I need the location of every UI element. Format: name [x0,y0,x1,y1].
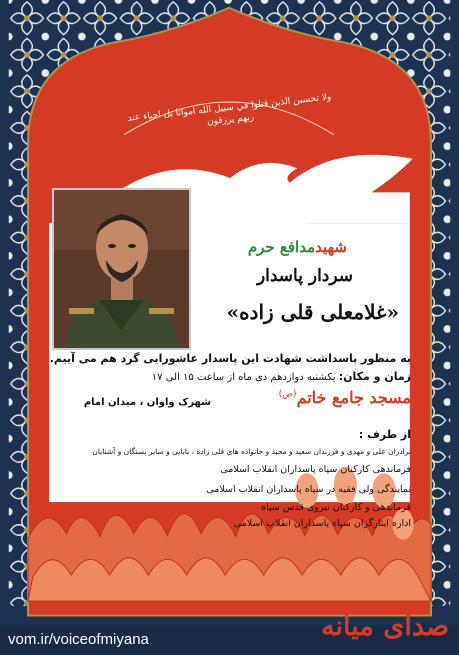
time-value: یکشنبه دوازدهم دی ماه از ساعت ۱۵ الی ۱۷ [151,372,336,383]
venue-superscript: (ص) [278,389,297,400]
time-label: زمان و مکان: [338,370,411,383]
time-place-line [152,370,411,383]
from-label: از طرف : [358,428,411,441]
title-martyr-line [248,238,347,256]
header-calligraphy: ولا تحسبن الذين قتلوا في سبيل الله امواتا بل احياء عند ربهم يرزقون [127,92,332,128]
modafe-haram-label: مدافع حرم [247,238,316,256]
from-item-4: فرماندهی و کارکنان نیروی قدس سپاه [261,502,411,513]
portrait-photo [52,188,191,350]
intro-line: به منظور پاسداشت شهادت این پاسدار عاشورایی گرد هم می آییم. [49,352,411,365]
from-item-1: برادران علی و مهدی و فرزندان سعید و مجید و خانواده های قلی زاده ، بابایی و سایر بستگان و آشنایان [92,447,411,456]
from-item-5: اداره ایثارگران سپاه پاسداران انقلاب اسلامی [233,518,411,529]
from-item-2: فرماندهی کارکنان سپاه پاسداران انقلاب اسلامی [220,464,411,475]
shahid-label: شهید [315,238,347,256]
brand-logo-text: صدای میانه [321,611,449,642]
venue-name: مسجد جامع خاتم [296,388,411,407]
martyr-name: «غلامعلی قلی زاده» [226,300,399,324]
from-item-3: نمایندگی ولی فقیه در سپاه پاسداران انقلاب اسلامی [206,484,411,495]
rank-label: سردار پاسدار [256,266,353,286]
venue-line [279,388,411,407]
location-text: شهرک واوان ، میدان امام [83,397,211,408]
source-url: vom.ir/voiceofmiyana [8,631,149,648]
